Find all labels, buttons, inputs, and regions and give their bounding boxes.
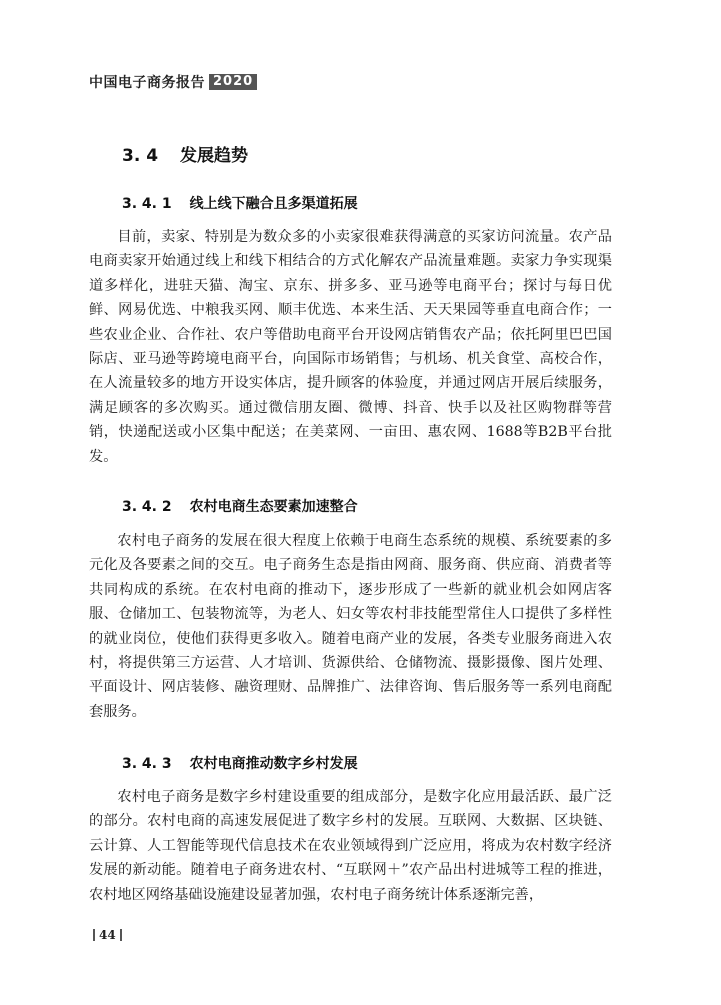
subsection-heading-1 (122, 193, 358, 213)
report-year-badge: 2020 (209, 74, 257, 90)
subsection-number: 3. 4. 3 (122, 756, 172, 772)
subsection-number: 3. 4. 2 (122, 499, 172, 515)
section-heading (122, 141, 248, 166)
paragraph-1: 目前，卖家、特别是为数众多的小卖家很难获得满意的买家访问流量。农产品电商卖家开始通过线上和线下相结合的方式化解农产品流量难题。卖家力争实现渠道多样化，进驻天猫、淘宝、京东、拼多多、亚马逊等电商平台；探讨与每日优鲜、网易优选、中粮我买网、顺丰优选、本来生活、天天果园等垂直电商合作；一些农业企业、合作社、农户等借助电商平台开设网店销售农产品；依托阿里巴巴国际店、亚马逊等跨境电商平台，向国际市场销售；与机场、机关食堂、高校合作，在人流量较多的地方开设实体店，提升顾客的体验度，并通过网店开展后续服务，满足顾客的多次购买。通过微信朋友圈、微博、抖音、快手以及社区购物群等营销，快递配送或小区集中配送；在美菜网、一亩田、惠农网、1688等B2B平台批发。 (89, 229, 612, 465)
subsection-title: 农村电商推动数字乡村发展 (189, 756, 358, 772)
subsection-heading-3 (122, 753, 358, 773)
subsection-number: 3. 4. 1 (122, 196, 172, 212)
subsection-heading-2 (122, 496, 358, 516)
footer-bar-left (93, 929, 95, 941)
page-number: 44 (99, 928, 116, 942)
subsection-title: 农村电商生态要素加速整合 (189, 499, 358, 515)
running-header (89, 72, 257, 92)
footer-bar-right (120, 929, 122, 941)
paragraph-2: 农村电子商务的发展在很大程度上依赖于电商生态系统的规模、系统要素的多元化及各要素之间的交互。电子商务生态是指由网商、服务商、供应商、消费者等共同构成的系统。在农村电商的推动下，逐步形成了一些新的就业机会如网店客服、仓储加工、包装物流等，为老人、妇女等农村非技能型常住人口提供了多样性的就业岗位，使他们获得更多收入。随着电商产业的发展，各类专业服务商进入农村，将提供第三方运营、人才培训、货源供给、仓储物流、摄影摄像、图片处理、平面设计、网店装修、融资理财、品牌推广、法律咨询、售后服务等一系列电商配套服务。 (89, 533, 612, 720)
report-title: 中国电子商务报告 (89, 75, 205, 91)
paragraph-3: 农村电子商务是数字乡村建设重要的组成部分，是数字化应用最活跃、最广泛的部分。农村电商的高速发展促进了数字乡村的发展。互联网、大数据、区块链、云计算、人工智能等现代信息技术在农业领域得到广泛应用，将成为农村数字经济发展的新动能。随着电子商务进农村、“互联网＋”农产品出村进城等工程的推进，农村地区网络基础设施建设显著加强，农村电子商务统计体系逐渐完善， (89, 789, 612, 903)
subsection-title: 线上线下融合且多渠道拓展 (189, 196, 358, 212)
section-number: 3. 4 (122, 146, 159, 166)
page-footer (89, 928, 126, 942)
section-title: 发展趋势 (180, 146, 249, 166)
